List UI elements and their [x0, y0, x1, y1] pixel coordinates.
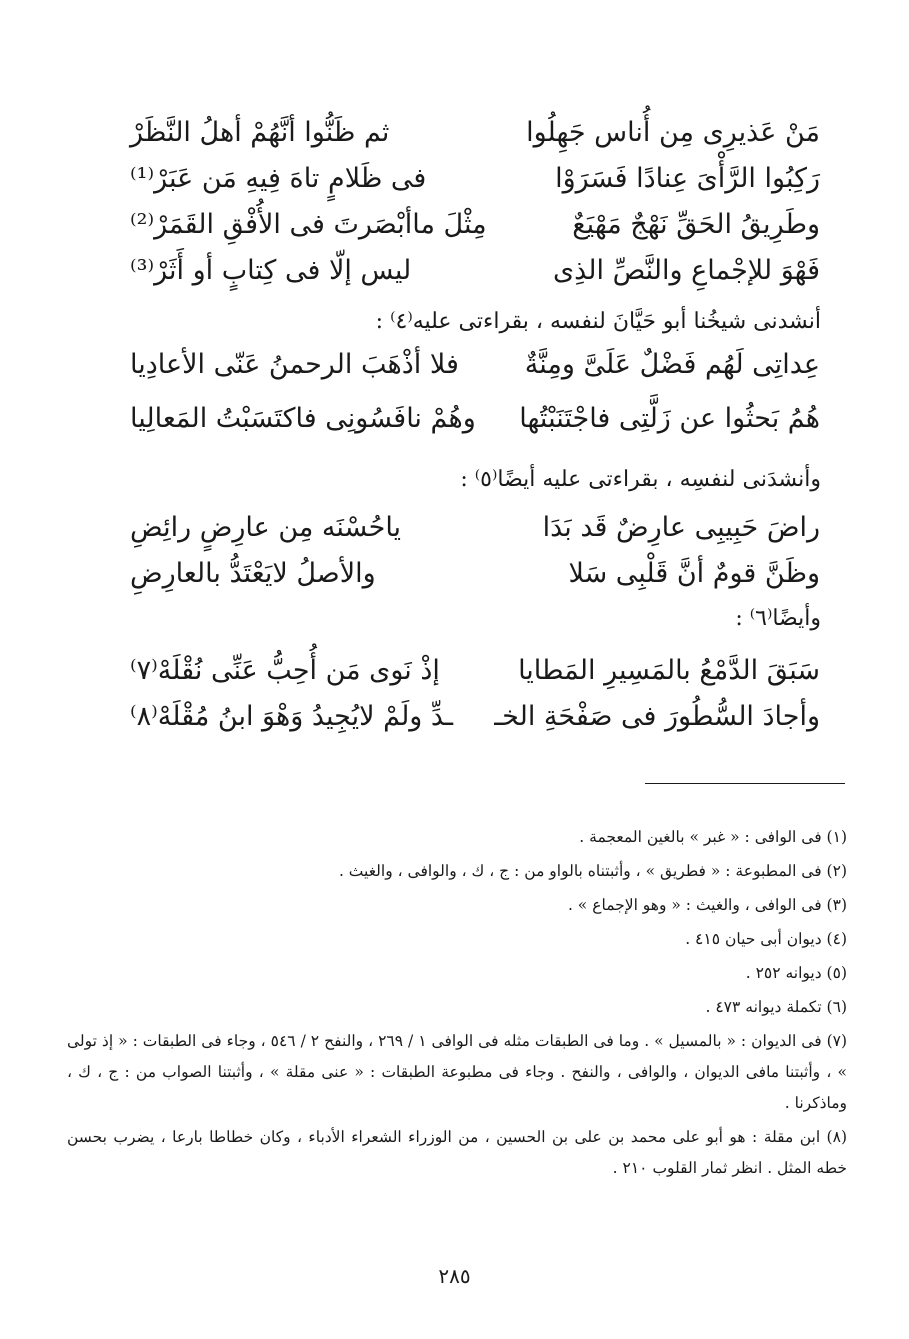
- poem-1: [130, 110, 820, 294]
- verse-line: [130, 505, 820, 551]
- poem-2: [130, 342, 820, 442]
- verse-line: [130, 551, 820, 597]
- intro-line: أنشدنى شيخُنا أبو حَيَّانَ لنفسه ، بقراءتى عليه⁽٤⁾ :: [375, 309, 821, 334]
- verse-line: [130, 648, 820, 694]
- poem-3: [130, 505, 820, 597]
- verse-line: [130, 202, 820, 248]
- hemistich-right: رَكِبُوا الرَّأْىَ عِنادًا فَسَرَوْا: [555, 163, 820, 194]
- hemistich-left: ـدِّ ولَمْ لايُجِيدُ وَهْوَ ابنُ مُقْلَهْ⁽٨⁾: [130, 701, 454, 732]
- verse-line: [130, 342, 820, 388]
- hemistich-right: وظَنَّ قومٌ أنَّ قَلْبِى سَلا: [568, 558, 820, 589]
- footnote: (٧) فى الديوان : « بالمسيل » . وما فى الطبقات مثله فى الوافى ١ / ٢٦٩ ، والنفح ٢ / ٥٤٦ ، وجاء فى الطبقات : « إذ تولى » ، وأثبتنا مافى الديوان ، والوافى ، والنفح . وجاء فى مطبوعة الطبقات : « عنى مقلة » ، وأثبتنا الصواب من : ج ، ك ، وماذكرنا .: [67, 1032, 848, 1112]
- verse-line: [130, 110, 820, 156]
- hemistich-right: سَبَقَ الدَّمْعُ بالمَسِيرِ المَطايا: [518, 655, 820, 686]
- hemistich-left: فلا أذْهَبَ الرحمنُ عَنّى الأعادِيا: [130, 349, 459, 380]
- hemistich-right: وأجادَ السُّطُورَ فى صَفْحَةِ الخـ: [494, 701, 820, 732]
- hemistich-left: فى ظَلامٍ تاهَ فِيهِ مَن عَبَرْ⁽¹⁾: [130, 163, 427, 194]
- hemistich-right: وطَرِيقُ الحَقِّ نَهْجٌ مَهْيَعٌ: [572, 209, 820, 240]
- footnote-divider: [645, 783, 845, 784]
- hemistich-left: ليس إلّا فى كِتابٍ أو أَثَرْ⁽³⁾: [130, 255, 412, 286]
- hemistich-left: مِثْلَ ماأبْصَرتَ فى الأُفْقِ القَمَرْ⁽²⁾: [130, 209, 487, 240]
- hemistich-right: هُمُ بَحثُوا عن زَلَّتِى فاجْتَنَبْتُها: [519, 403, 820, 434]
- intro-line: وأنشدَنى لنفسِه ، بقراءتى عليه أيضًا⁽٥⁾ :: [460, 467, 821, 492]
- intro-line: وأيضًا⁽٦⁾ :: [735, 606, 821, 631]
- verse-line: [130, 396, 820, 442]
- footnote: (٤) ديوان أبى حيان ٤١٥ .: [685, 930, 847, 948]
- verse-line: [130, 156, 820, 202]
- hemistich-left: ياحُسْنَه مِن عارِضٍ رائِضِ: [130, 512, 402, 543]
- footnote: (٢) فى المطبوعة : « فطريق » ، وأثبتناه بالواو من : ج ، ك ، والوافى ، والغيث .: [338, 862, 847, 880]
- hemistich-right: مَنْ عَذيرِى مِن أُناس جَهِلُوا: [526, 117, 820, 148]
- footnote: (٨) ابن مقلة : هو أبو على محمد بن على بن الحسين ، من الوزراء الشعراء الأدباء ، وكان خطاطا بارعا ، يضرب بحسن خطه المثل . انظر ثمار القلوب ٢١٠ .: [67, 1128, 848, 1177]
- footnotes: [67, 822, 847, 1187]
- hemistich-right: فَهْوَ للإجْماعِ والنَّصِّ الذِى: [552, 255, 820, 286]
- hemistich-right: راضَ حَبِيبِى عارِضٌ قَد بَدَا: [542, 512, 820, 543]
- page-number: ٢٨٥: [438, 1264, 471, 1288]
- footnote: (٦) تكملة ديوانه ٤٧٣ .: [705, 998, 847, 1016]
- verse-line: [130, 694, 820, 740]
- hemistich-right: عِداتِى لَهُم فَضْلٌ عَلَىَّ ومِنَّةٌ: [524, 349, 820, 380]
- hemistich-left: ثم ظَنُّوا أنَّهُمْ أهلُ النَّظَرْ: [130, 117, 390, 148]
- footnote: (٣) فى الوافى ، والغيث : « وهو الإجماع » .: [567, 896, 847, 914]
- hemistich-left: والأصلُ لايَعْتَدُّ بالعارِضِ: [130, 558, 376, 589]
- poem-4: [130, 648, 820, 740]
- hemistich-left: إذْ نَوى مَن أُحِبُّ عَنِّى نُقْلَهْ⁽٧⁾: [130, 655, 440, 686]
- hemistich-left: وهُمْ نافَسُونِى فاكتَسَبْتُ المَعالِيا: [130, 403, 476, 434]
- footnote: (١) فى الوافى : « غبر » بالغين المعجمة .: [579, 828, 847, 846]
- verse-line: [130, 248, 820, 294]
- footnote: (٥) ديوانه ٢٥٢ .: [745, 964, 847, 982]
